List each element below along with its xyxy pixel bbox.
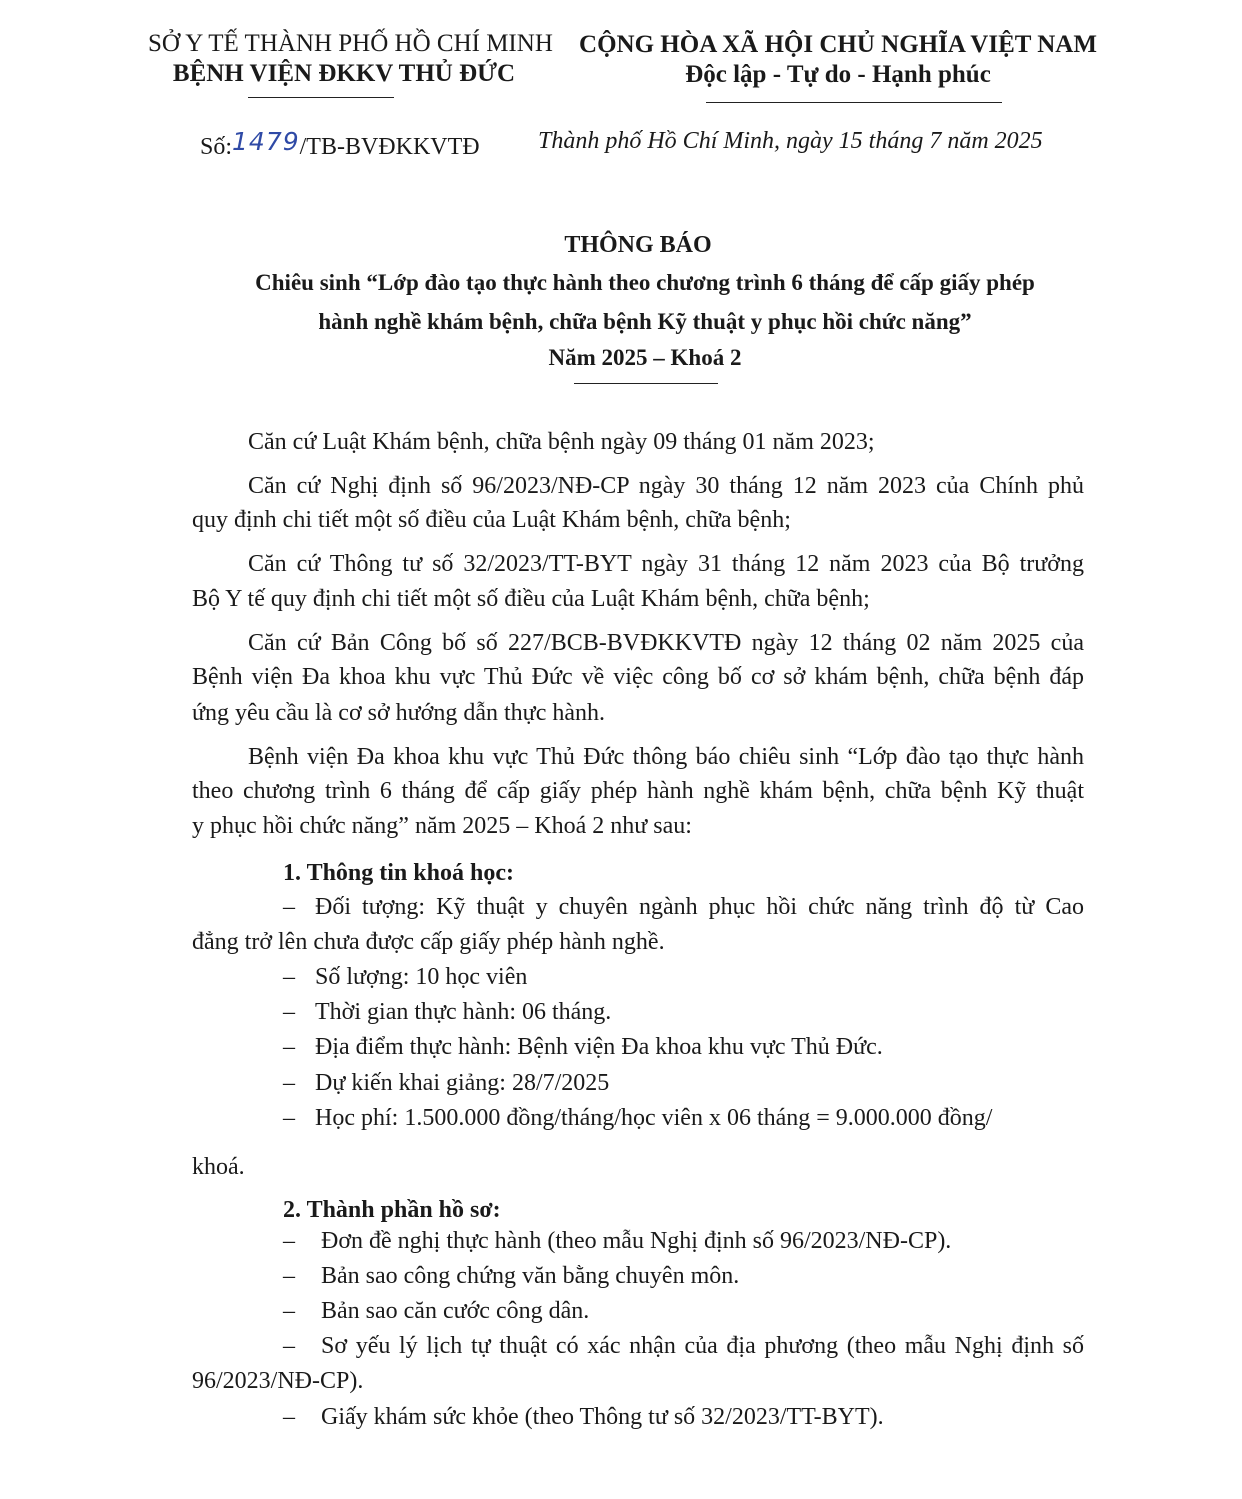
national-motto: Độc lập - Tự do - Hạnh phúc	[685, 61, 991, 88]
section-1-item-3	[283, 995, 611, 1029]
hospital-name: BỆNH VIỆN ĐKKV THỦ ĐỨC	[172, 60, 516, 87]
section-2-item-5	[283, 1400, 884, 1434]
document-number-suffix: /TB-BVĐKKVTĐ	[299, 134, 480, 160]
intro-line-1: Bệnh viện Đa khoa khu vực Thủ Đức thông báo chiêu sinh “Lớp đào tạo thực hành	[248, 744, 1084, 770]
right-header-rule	[706, 102, 1002, 103]
intro-line-3: y phục hồi chức năng” năm 2025 – Khoá 2 như sau:	[192, 813, 692, 839]
list-dash: –	[283, 1333, 295, 1359]
basis-paragraph-1: Căn cứ Luật Khám bệnh, chữa bệnh ngày 09 tháng 01 năm 2023;	[248, 429, 875, 455]
basis-paragraph-4-line-2: Bệnh viện Đa khoa khu vực Thủ Đức về việc công bố cơ sở khám bệnh, chữa bệnh đáp	[192, 664, 1084, 690]
location: Địa điểm thực hành: Bệnh viện Đa khoa khu vực Thủ Đức.	[315, 1034, 883, 1060]
document-number	[200, 127, 480, 161]
basis-paragraph-3-line-2: Bộ Y tế quy định chi tiết một số điều của Luật Khám bệnh, chữa bệnh;	[192, 586, 870, 612]
left-header-rule	[248, 97, 394, 98]
section-2-item-4-line-1	[283, 1329, 1084, 1363]
target-audience: Đối tượng: Kỹ thuật y chuyên ngành phục hồi chức năng trình độ từ Cao	[315, 894, 1084, 920]
national-title: CỘNG HÒA XÃ HỘI CHỦ NGHĨA VIỆT NAM	[579, 31, 1097, 58]
title-line-1: Chiêu sinh “Lớp đào tạo thực hành theo chương trình 6 tháng để cấp giấy phép	[255, 270, 1035, 295]
place-and-date: Thành phố Hồ Chí Minh, ngày 15 tháng 7 năm 2025	[538, 128, 1043, 154]
list-dash: –	[283, 1228, 295, 1254]
title-line-2: hành nghề khám bệnh, chữa bệnh Kỹ thuật y phục hồi chức năng”	[318, 309, 972, 334]
tuition: Học phí: 1.500.000 đồng/tháng/học viên x 06 tháng = 9.000.000 đồng/	[315, 1105, 993, 1131]
list-dash: –	[283, 1298, 295, 1324]
section-2-item-3	[283, 1294, 589, 1328]
section-1-item-4	[283, 1030, 883, 1064]
section-2-item-4-line-2: 96/2023/NĐ-CP).	[192, 1368, 364, 1394]
section-1-item-1-line-2: đẳng trở lên chưa được cấp giấy phép hành nghề.	[192, 929, 665, 955]
section-1-heading: 1. Thông tin khoá học:	[283, 860, 514, 886]
section-2-heading: 2. Thành phần hồ sơ:	[283, 1197, 501, 1223]
section-2-item-2	[283, 1259, 739, 1293]
list-dash: –	[283, 999, 295, 1025]
title-line-3: Năm 2025 – Khoá 2	[548, 345, 742, 370]
start-date: Dự kiến khai giảng: 28/7/2025	[315, 1070, 610, 1096]
application-form: Đơn đề nghị thực hành (theo mẫu Nghị định số 96/2023/NĐ-CP).	[321, 1228, 952, 1254]
list-dash: –	[283, 1404, 295, 1430]
section-1-item-6-line-1	[283, 1101, 992, 1135]
duration: Thời gian thực hành: 06 tháng.	[315, 999, 612, 1025]
section-1-item-5	[283, 1066, 609, 1100]
health-certificate: Giấy khám sức khỏe (theo Thông tư số 32/2023/TT-BYT).	[321, 1404, 884, 1430]
section-2-item-1	[283, 1224, 951, 1258]
list-dash: –	[283, 894, 295, 920]
list-dash: –	[283, 964, 295, 990]
quantity: Số lượng: 10 học viên	[315, 964, 528, 990]
document-number-prefix: Số:	[200, 134, 233, 160]
list-dash: –	[283, 1034, 295, 1060]
handwritten-number: 1479	[232, 127, 300, 156]
basis-paragraph-3-line-1: Căn cứ Thông tư số 32/2023/TT-BYT ngày 31 tháng 12 năm 2023 của Bộ trưởng	[248, 551, 1084, 577]
section-1-item-1-line-1	[283, 890, 1084, 924]
issuing-authority: SỞ Y TẾ THÀNH PHỐ HỒ CHÍ MINH	[148, 30, 553, 57]
intro-line-2: theo chương trình 6 tháng để cấp giấy phép hành nghề khám bệnh, chữa bệnh Kỹ thuật	[192, 778, 1084, 804]
list-dash: –	[283, 1105, 295, 1131]
title-rule	[574, 383, 718, 384]
basis-paragraph-2-line-1: Căn cứ Nghị định số 96/2023/NĐ-CP ngày 30 tháng 12 năm 2023 của Chính phủ	[248, 473, 1084, 499]
document-heading: THÔNG BÁO	[564, 232, 712, 258]
section-1-item-2	[283, 960, 527, 994]
basis-paragraph-2-line-2: quy định chi tiết một số điều của Luật Khám bệnh, chữa bệnh;	[192, 507, 791, 533]
id-card-copy: Bản sao căn cước công dân.	[321, 1298, 590, 1324]
basis-paragraph-4-line-3: ứng yêu cầu là cơ sở hướng dẫn thực hành.	[192, 700, 605, 726]
section-1-item-6-line-2: khoá.	[192, 1154, 245, 1180]
list-dash: –	[283, 1263, 295, 1289]
basis-paragraph-4-line-1: Căn cứ Bản Công bố số 227/BCB-BVĐKKVTĐ ngày 12 tháng 02 năm 2025 của	[248, 630, 1084, 656]
list-dash: –	[283, 1070, 295, 1096]
diploma-copy: Bản sao công chứng văn bằng chuyên môn.	[321, 1263, 740, 1289]
curriculum-vitae: Sơ yếu lý lịch tự thuật có xác nhận của địa phương (theo mẫu Nghị định số	[321, 1333, 1084, 1359]
